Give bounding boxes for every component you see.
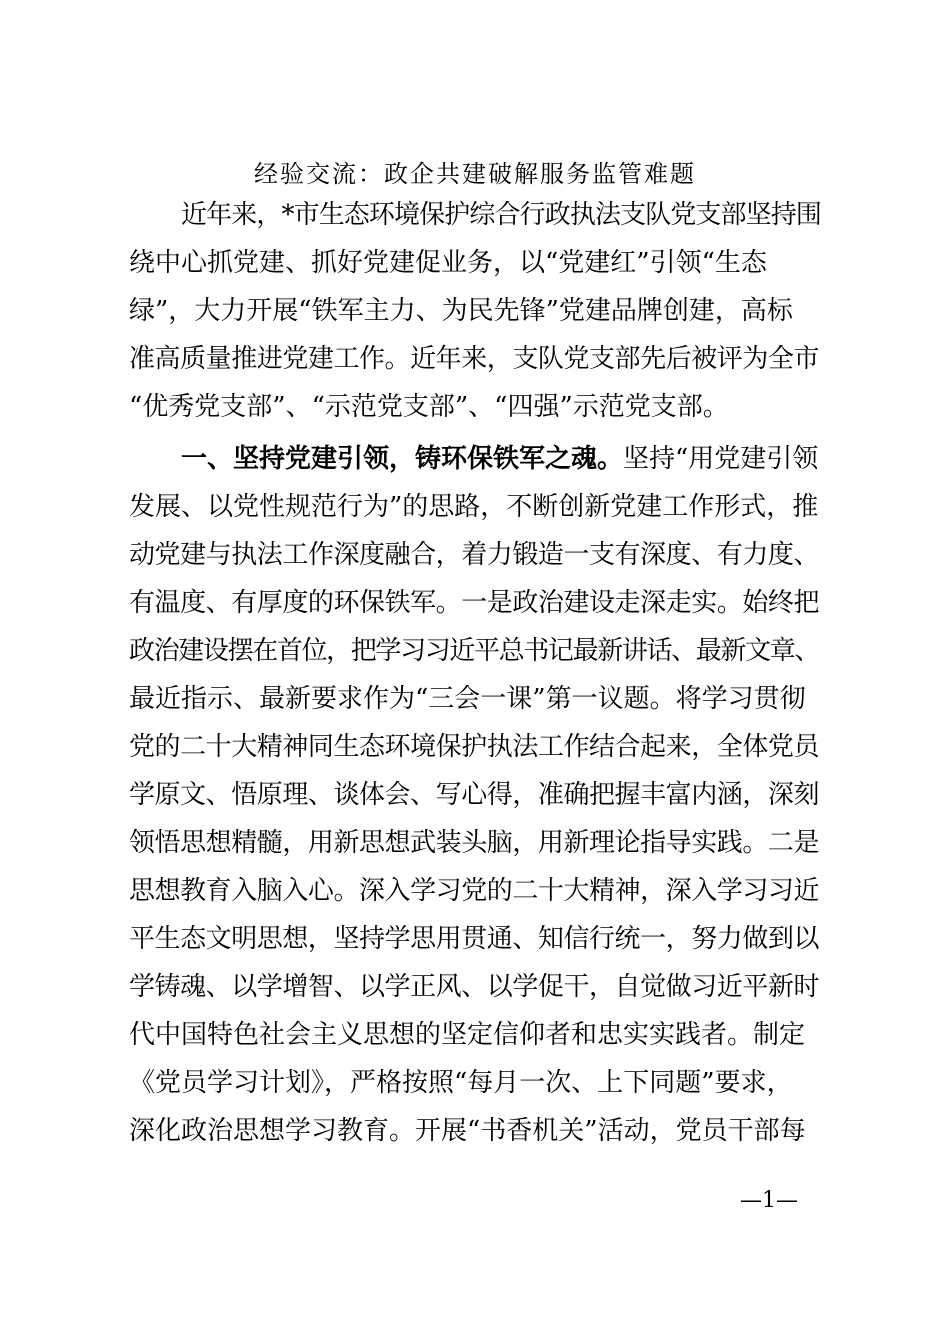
text-line: 深化政治思想学习教育。开展“书香机关”活动，党员干部每 [129,1116,806,1146]
text-line: 代中国特色社会主义思想的坚定信仰者和忠实实践者。制定 [129,1020,806,1050]
text-line: 有温度、有厚度的环保铁军。一是政治建设走深走实。始终把 [129,588,820,618]
text-line: 学铸魂、以学增智、以学正风、以学促干，自觉做习近平新时 [129,972,820,1002]
text-line: 学原文、悟原理、谈体会、写心得，准确把握丰富内涵，深刻 [129,780,820,810]
text-line: 《党员学习计划》，严格按照“每月一次、上下同题”要求， [129,1068,793,1098]
text-line: 近年来，*市生态环境保护综合行政执法支队党支部坚持围 [181,200,822,230]
text-line [181,441,821,477]
text-line: 动党建与执法工作深度融合，着力锻造一支有深度、有力度、 [129,540,820,570]
text-line: 党的二十大精神同生态环境保护执法工作结合起来，全体党员 [129,732,820,762]
document-title: 经验交流：政企共建破解服务监管难题 [254,160,696,188]
text-line: 平生态文明思想，坚持学思用贯通、知信行统一，努力做到以 [129,924,820,954]
section-heading: 一、坚持党建引领，铸环保铁军之魂。 [181,444,624,474]
page-number: —1— [740,1188,798,1213]
text-line: 绕中心抓党建、抓好党建促业务，以“党建红”引领“生态 [129,248,767,278]
text-line: 绿”，大力开展“铁军主力、为民先锋”党建品牌创建，高标 [129,296,793,326]
text-line: 发展、以党性规范行为”的思路，不断创新党建工作形式，推 [129,492,819,522]
text-line: 领悟思想精髓，用新思想武装头脑，用新理论指导实践。二是 [129,828,820,858]
text-line: “优秀党支部”、“示范党支部”、“四强”示范党支部。 [129,392,729,422]
text-line: 准高质量推进党建工作。近年来，支队党支部先后被评为全市 [129,344,820,374]
text-line: 思想教育入脑入心。深入学习党的二十大精神，深入学习习近 [129,876,820,906]
text-line: 最近指示、最新要求作为“三会一课”第一议题。将学习贯彻 [129,684,806,714]
text-line: 政治建设摆在首位，把学习习近平总书记最新讲话、最新文章、 [129,636,820,666]
text-run: 坚持“用党建引领 [623,444,819,474]
